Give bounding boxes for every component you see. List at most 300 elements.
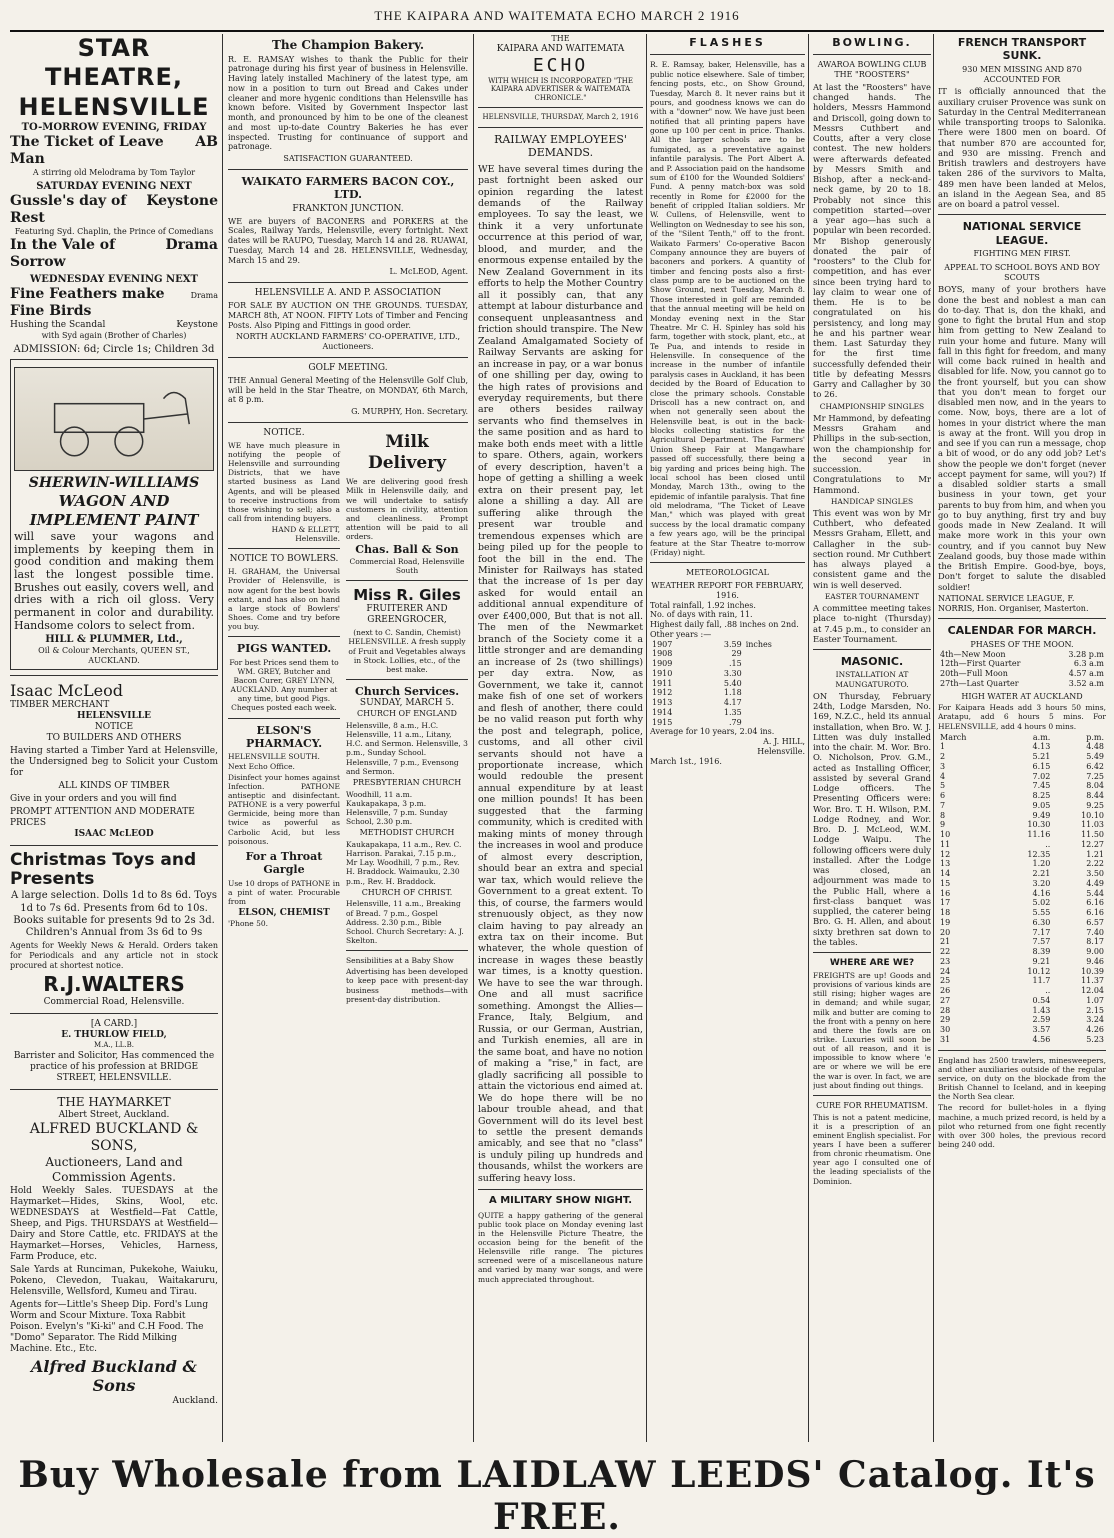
rain-row	[650, 669, 805, 679]
ap-title: HELENSVILLE A. AND P. ASSOCIATION	[254, 288, 442, 299]
theatre-tomorrow: TO-MORROW EVENING, FRIDAY	[21, 121, 207, 133]
tide-am: 2.59	[1032, 1015, 1051, 1025]
divider	[938, 1050, 1106, 1051]
rainfall-table	[650, 640, 805, 728]
church-2-body: Woodhill, 11 a.m. Kaukapakapa, 3 p.m. Helensville, 7 p.m. Sunday School, 2.30 p.m.	[346, 789, 448, 827]
tide-pm: 8.17	[1086, 937, 1104, 947]
tide-day: 5	[940, 781, 946, 791]
paint-title: WAGON AND IMPLEMENT PAINT	[29, 492, 199, 529]
moon-phase: 4th—New Moon	[940, 649, 1006, 659]
tide-row	[938, 879, 1106, 889]
tide-pm: 5.44	[1086, 888, 1104, 898]
tide-am: 10.12	[1027, 966, 1051, 976]
tide-am: 3.57	[1032, 1025, 1051, 1035]
admission: ADMISSION: 6d; Circle 1s; Children 3d	[13, 344, 215, 356]
tide-row	[938, 937, 1106, 947]
masonic-subtitle: INSTALLATION AT MAUNGATUROTO.	[835, 670, 909, 689]
tide-day: 2	[940, 752, 946, 762]
rain-year: 1910	[652, 668, 673, 678]
trawlers-note: England has 2500 trawlers, minesweepers, and other auxiliaries outside of the regular service, on duty on the blockade from the British Channel to Iceland, and in keeping the North Sea clear.	[938, 1055, 1106, 1102]
tide-am: 4.13	[1032, 742, 1051, 752]
tide-header-row	[938, 733, 1106, 743]
tide-pm: 11.03	[1081, 820, 1104, 830]
moon-time: 6.3 a.m	[1073, 659, 1104, 669]
tide-day: 29	[940, 1015, 951, 1025]
rain-year: 1914	[652, 707, 673, 717]
tide-day: 22	[940, 947, 951, 957]
giles-body: (next to C. Sandin, Chemist) HELENSVILLE. A fresh supply of Fruit and Vegetables always in Stock. Lollies, etc., of the best make.	[348, 628, 466, 674]
rain-unit: inches	[745, 639, 772, 649]
nsl-subtitle: FIGHTING MEN FIRST.	[973, 249, 1071, 259]
rain-row	[650, 708, 805, 718]
tide-header: March	[940, 732, 967, 742]
throat-body: Use 10 drops of PATHONE in a pint of water. Procurable from	[228, 878, 340, 906]
bowling-easter-title: EASTER TOURNAMENT	[824, 591, 920, 601]
tide-day: 30	[940, 1025, 951, 1035]
divider	[228, 357, 468, 358]
paper-the: THE	[551, 34, 570, 43]
rain-unit	[744, 688, 805, 698]
column-divider	[473, 34, 474, 1442]
met-headline: METEOROLOGICAL	[686, 568, 769, 578]
film-2	[10, 193, 218, 227]
tide-day: 13	[940, 859, 951, 869]
film-2-title: Gussle's day of Rest	[10, 193, 127, 227]
film-3-title: In the Vale of Sorrow	[10, 236, 116, 271]
tide-pm: 2.22	[1086, 859, 1104, 869]
tide-am: 9.21	[1032, 956, 1051, 966]
bowling-handicap-title: HANDICAP SINGLES	[830, 496, 914, 506]
rain-row	[650, 679, 805, 689]
rain-value: 5.40	[723, 678, 742, 688]
notice-signature: HAND & ELLETT, Helensville.	[271, 525, 340, 544]
divider	[228, 636, 340, 637]
tide-pm: 5.23	[1086, 1034, 1104, 1044]
film-1-tag: AB	[195, 133, 218, 150]
film-1-sub: A stirring old Melodrama by Tom Taylor	[32, 168, 196, 178]
rain-year: 1907	[652, 639, 673, 649]
nsl-headline: NATIONAL SERVICE LEAGUE.	[962, 220, 1082, 247]
moon-phase: 20th—Full Moon	[940, 669, 1008, 679]
theatre-saturday: SATURDAY EVENING NEXT	[36, 180, 192, 192]
divider	[813, 649, 931, 650]
field-degree: M.A., LL.B.	[93, 1040, 134, 1049]
tide-pm: 8.44	[1086, 791, 1104, 801]
tide-row	[938, 742, 1106, 752]
tide-pm: 4.49	[1086, 878, 1104, 888]
met-average: Average for 10 years, 2.04 ins.	[650, 727, 775, 737]
tide-am: 4.56	[1032, 1034, 1051, 1044]
tide-row	[938, 840, 1106, 850]
pigs-title: PIGS WANTED.	[236, 642, 332, 656]
tide-row	[938, 811, 1106, 821]
met-date: March 1st., 1916.	[650, 756, 722, 766]
tide-row	[938, 1025, 1106, 1035]
film-5-sub: with Syd again (Brother of Charles)	[41, 331, 187, 341]
tide-row	[938, 859, 1106, 869]
rain-row	[650, 718, 805, 728]
tide-row	[938, 850, 1106, 860]
baby-show: Sensibilities at a Baby Show	[346, 956, 454, 966]
tide-am: 5.21	[1032, 752, 1051, 762]
milk-address: Commercial Road, Helensville South	[349, 556, 465, 575]
masthead: THE KAIPARA AND WAITEMATA ECHO MARCH 2 1916	[374, 8, 740, 23]
met-title: WEATHER REPORT FOR FEBRUARY, 1916.	[651, 581, 804, 600]
column-divider	[222, 34, 223, 1442]
masthead-rule	[10, 30, 1104, 32]
column-2-right	[346, 428, 468, 1006]
film-2-tag: Keystone	[146, 193, 218, 210]
tide-day: 31	[940, 1034, 951, 1044]
high-water-note: For Kaipara Heads add 3 hours 50 mins, Aratapu, add 6 hours 5 mins. For HELENSVILLE, add 4 hours 0 mins.	[938, 703, 1106, 731]
where-body: FREIGHTS are up! Goods and provisions of various kinds are still rising; higher wages are in demand; and while sugar, milk and butter are coming to the front with a penny on here and there the fowls are on strike. Luxuries will soon be out of all reason, and it is impossible to know where 'e are or where we will be ere the war is over. In fact, we are just about finding out things.	[813, 970, 931, 1090]
tide-pm: 6.16	[1086, 898, 1104, 908]
tide-am: 9.49	[1032, 810, 1051, 820]
rain-unit	[744, 698, 805, 708]
tide-am: 7.02	[1032, 771, 1051, 781]
tide-pm: 9.25	[1086, 800, 1104, 810]
tide-am: ..	[1045, 986, 1051, 996]
bowling-roosters: THE "ROOSTERS"	[834, 70, 910, 80]
mcleod-trade: TIMBER MERCHANT	[10, 700, 110, 711]
haymarket-address: Albert Street, Auckland.	[58, 1109, 170, 1120]
divider	[478, 127, 643, 128]
buckland-signature: Alfred Buckland & Sons	[30, 1356, 197, 1396]
tide-row	[938, 947, 1106, 957]
bowling-champ-body: Mr Hammond, by defeating Messrs Graham and Phillips in the sub-section, won the championship for the second year in succession. Congratulations to Mr Hammond.	[813, 412, 931, 495]
paint-advert	[10, 359, 218, 669]
film-4-title: Fine Feathers make Fine Birds	[10, 286, 165, 320]
film-2-sub: Featuring Syd. Chaplin, the Prince of Comedians	[14, 227, 214, 237]
buckland-agents: Agents for—Little's Sheep Dip. Ford's Lung Worm and Scour Mixture. Toxa Rabbit Poison. Evelyn's "Ki-ki" and C.H Food. The "Domo" Separator. The Ridd Milking Machine. Etc., Etc.	[10, 1299, 209, 1354]
divider	[346, 950, 468, 951]
church-4-title: CHURCH OF CHRIST.	[361, 887, 453, 897]
divider	[228, 282, 468, 283]
paint-seller: HILL & PLUMMER, Ltd.,	[45, 634, 183, 646]
mcleod-town: HELENSVILLE	[77, 711, 151, 722]
tide-row	[938, 1035, 1106, 1045]
buckland-subtitle: Auctioneers, Land and Commission Agents.	[45, 1154, 183, 1184]
paint-address: Oil & Colour Merchants, QUEEN ST., AUCKLAND.	[38, 646, 190, 666]
xmas-body: A large selection. Dolls 1d to 8s 6d. Toys 1d to 7s 6d. Presents from 6d to 10s. Books suitable for presents 9d to 2s 3d. Children's Annual from 3s 6d to 9s	[10, 890, 218, 938]
divider	[346, 679, 468, 680]
church-3-title: METHODIST CHURCH	[359, 828, 455, 838]
buckland-town: Auckland.	[172, 1395, 218, 1406]
tide-day: 21	[940, 937, 951, 947]
bowling-body: At last the "Roosters" have changed hands. The holders, Messrs Hammond and Driscoll, going down to Messrs Cuthbert and Coutts, after a very close contest. The new holders were afterwards defeated by Messrs Smith and Bishop, after a neck-and-neck game, by 20 to 18. Probably not since this competition started—over a year ago—has such a popular win been recorded. Mr Bishop generously donated the pair of "roosters" to the Club for competition, and has ever since been trying hard to lay claim to wear one of them. He is to be congratulated on his persistency, and long may he and his partner wear them. Last Saturday they for the first time successfully defended their title by defeating Messrs Garry and Callagher by 30 to 26.	[813, 81, 931, 400]
tide-day: 15	[940, 878, 951, 888]
film-3	[10, 237, 218, 271]
church-title: Church Services.	[354, 684, 460, 698]
rain-year: 1908	[652, 649, 673, 659]
mcleod-to: TO BUILDERS AND OTHERS	[46, 733, 182, 744]
rain-value: 1.18	[723, 688, 742, 698]
tide-pm: 6.16	[1086, 908, 1104, 918]
card-label: [A CARD.]	[90, 1018, 138, 1029]
rain-value: 3.30	[723, 668, 742, 678]
tide-day: 1	[940, 742, 946, 752]
rain-row	[650, 649, 805, 659]
tide-am: 11.16	[1027, 830, 1051, 840]
film-5-title: Hushing the Scandal	[10, 320, 106, 331]
rain-unit	[744, 649, 805, 659]
tide-am: 5.55	[1032, 908, 1051, 918]
mcleod-body: Having started a Timber Yard at Helensville, the Undersigned beg to Solicit your Custom for	[10, 746, 218, 779]
advertising-note: Advertising has been developed to keep pace with present-day business methods—with present-day distribution.	[346, 967, 468, 1004]
buckland-sales: Sale Yards at Runciman, Pukekohe, Waiuku, Pokeno, Clevedon, Tuakau, Waitakaruru, Helensville, Wellsford, Kumeu and Tirau.	[10, 1264, 218, 1297]
tide-am: 8.25	[1032, 791, 1051, 801]
tide-row	[938, 957, 1106, 967]
rain-value: 3.59	[723, 639, 742, 649]
tide-header: a.m.	[1032, 732, 1051, 742]
rain-unit	[744, 679, 805, 689]
rain-row	[650, 659, 805, 669]
bowling-handicap-body: This event was won by Mr Cuthbert, who defeated Messrs Graham, Ellett, and Callagher in the sub-section round. Mr Cuthbert has always played a consistent game and the win is well deserved.	[813, 507, 931, 590]
tide-day: 14	[940, 869, 951, 879]
appeal-title: APPEAL TO SCHOOL BOYS AND BOY SCOUTS	[944, 262, 1100, 282]
tide-row	[938, 869, 1106, 879]
mcleod-notice: NOTICE	[94, 722, 134, 733]
tide-day: 11	[940, 839, 951, 849]
masonic-body: ON Thursday, February 24th, Lodge Marsden, No. 169, N.Z.C., held its annual installation, when Bro. W. J. Litten was duly installed into the chair. M. Wor. Bro. O. Nicholson, Prov. G.M., acted as Installing Officer, assisted by several Grand Lodge officers. The Presenting Officers were: Wor. Bro. T. H. Wilson, P.M. Lodge Rodney, and Wor. Bro. D. J. McLeod, W.M. Lodge Waipu. The following officers were duly installed. After the Lodge was closed, an adjournment was made to the Public Hall, where a first-class banquet was supplied, the caterer being Bro. G. H. Allen, and about sixty brethren sat down to the tables.	[813, 690, 931, 947]
moon-time: 3.52 a.m	[1068, 678, 1104, 688]
mcleod-name: Isaac McLeod	[10, 680, 123, 700]
tide-row	[938, 889, 1106, 899]
tide-pm: 10.39	[1081, 966, 1104, 976]
moon-row	[938, 650, 1106, 660]
bowlers-title: NOTICE TO BOWLERS.	[229, 554, 339, 565]
divider	[813, 54, 931, 55]
walters-address: Commercial Road, Helensville.	[43, 996, 185, 1007]
tide-header: p.m.	[1086, 732, 1104, 742]
tide-pm: 6.57	[1086, 917, 1104, 927]
tide-pm: 3.50	[1086, 869, 1104, 879]
met-place: Helensville.	[757, 746, 805, 756]
tide-pm: 12.27	[1081, 839, 1104, 849]
bowling-club: AWAROA BOWLING CLUB	[817, 60, 927, 70]
column-6	[938, 34, 1106, 1442]
divider	[478, 1189, 643, 1190]
column-1	[10, 34, 218, 1442]
bowling-easter-body: A committee meeting takes place to-night (Thursday) at 7.45 p.m., to consider an Easter Tournament.	[813, 603, 931, 644]
tide-day: 8	[940, 810, 946, 820]
tide-row	[938, 908, 1106, 918]
wagon-illustration	[14, 367, 214, 471]
tide-pm: 8.04	[1086, 781, 1104, 791]
tide-pm: 9.00	[1086, 947, 1104, 957]
elson-phone: 'Phone 50.	[228, 918, 269, 928]
rain-value: 4.17	[723, 698, 742, 708]
tide-am: 6.30	[1032, 917, 1051, 927]
met-signature: A. J. HILL,	[763, 737, 805, 747]
moon-time: 3.28 p.m	[1068, 649, 1104, 659]
elson-body: Disinfect your homes against Infection. PATHONE antiseptic and disinfectant. PATHONE is a very powerful Germicide, being more than twice as powerful as Carbolic Acid, but less poisonous.	[228, 772, 340, 846]
paper-subtitle: WITH WHICH IS INCORPORATED "THE KAIPARA ADVERTISER & WAITEMATA CHRONICLE."	[488, 76, 633, 102]
divider	[938, 214, 1106, 215]
milk-signature: Chas. Ball & Son	[355, 543, 459, 557]
tide-am: 1.20	[1032, 859, 1051, 869]
divider	[813, 952, 931, 953]
mcleod-orders: Give in your orders and you will find	[10, 794, 177, 805]
tide-row	[938, 801, 1106, 811]
divider	[228, 169, 468, 170]
divider	[10, 675, 218, 676]
tide-pm: 3.24	[1086, 1015, 1104, 1025]
divider	[650, 54, 805, 55]
tide-row	[938, 928, 1106, 938]
golf-body: THE Annual General Meeting of the Helensville Golf Club, will be held in the Star Theatre, on MONDAY, 6th March, at 8 p.m.	[228, 375, 468, 405]
transport-subtitle: 930 MEN MISSING AND 870 ACCOUNTED FOR	[962, 64, 1082, 84]
moon-phase: 12th—First Quarter	[940, 659, 1021, 669]
tide-day: 27	[940, 995, 951, 1005]
military-body: QUITE a happy gathering of the general public took place on Monday evening last in the Helensville Picture Theatre, the occasion being for the benefit of the Helensville rifle range. The pictures screened were of a miscellaneous nature and varied by many war songs, and were much appreciated throughout.	[478, 1210, 643, 1284]
giles-subtitle: FRUITERER AND GREENGROCER,	[366, 604, 448, 626]
bowling-champ-title: CHAMPIONSHIP SINGLES	[819, 401, 925, 411]
tide-day: 17	[940, 898, 951, 908]
film-1-title: The Ticket of Leave Man	[10, 133, 164, 168]
tide-pm: 1.21	[1086, 849, 1104, 859]
tide-day: 23	[940, 956, 951, 966]
masonic-headline: MASONIC.	[840, 655, 904, 669]
divider	[346, 580, 468, 581]
tide-row	[938, 918, 1106, 928]
tide-day: 24	[940, 966, 951, 976]
moon-phase: 27th—Last Quarter	[940, 678, 1019, 688]
tide-am: 5.02	[1032, 898, 1051, 908]
waikato-title: WAIKATO FARMERS BACON COY., LTD.	[241, 174, 455, 202]
buckland-title: ALFRED BUCKLAND & SONS,	[29, 1120, 199, 1154]
where-headline: WHERE ARE WE?	[829, 958, 915, 969]
pigs-body: For best Prices send them to WM. GREY, Butcher and Bacon Curer, GREY LYNN, AUCKLAND. Any number at any time, but good Pigs. Cheques posted each week.	[229, 657, 339, 713]
calendar-headline: CALENDAR FOR MARCH.	[947, 624, 1097, 638]
tide-day: 7	[940, 800, 946, 810]
film-3-tag: Drama	[165, 236, 218, 253]
tide-pm: 10.10	[1081, 810, 1104, 820]
tide-row	[938, 898, 1106, 908]
theatre-wednesday: WEDNESDAY EVENING NEXT	[29, 274, 198, 286]
tide-pm: 5.49	[1086, 752, 1104, 762]
tide-pm: 2.15	[1086, 1005, 1104, 1015]
church-1-body: Helensville, 8 a.m., H.C. Helensville, 11 a.m., Litany, H.C. and Sermon. Helensville, 3 p.m., Sunday School. Helensville, 7 p.m., Evensong and Sermon.	[346, 721, 468, 776]
tide-am: 10.30	[1027, 820, 1051, 830]
tide-am: 6.15	[1032, 761, 1051, 771]
rain-unit	[744, 669, 805, 679]
tide-pm: 1.07	[1086, 995, 1104, 1005]
film-5-tag: Keystone	[176, 320, 218, 331]
tide-am: 7.45	[1032, 781, 1051, 791]
milk-title: Milk Delivery	[367, 431, 446, 473]
tide-pm: 11.37	[1081, 976, 1104, 986]
moon-time: 4.57 a.m	[1068, 669, 1104, 679]
tide-pm: 4.26	[1086, 1025, 1104, 1035]
divider	[228, 718, 340, 719]
mcleod-kinds: ALL KINDS OF TIMBER	[58, 781, 170, 792]
tide-am: 8.39	[1032, 947, 1051, 957]
rain-value: .79	[728, 717, 742, 727]
rain-value: .15	[728, 659, 742, 669]
rain-year: 1912	[652, 688, 673, 698]
rain-unit	[744, 659, 805, 669]
rheumatism-body: This is not a patent medicine, it is a prescription of an eminent English specialist. For years I have been a sufferer from chronic rheumatism. One year ago I consulted one of the leading specialists of the Dominion.	[813, 1112, 931, 1186]
tide-row	[938, 791, 1106, 801]
laidlaw-leeds-banner: Buy Wholesale from LAIDLAW LEEDS' Catalog. It's FREE.	[18, 1454, 1096, 1538]
moon-row	[938, 669, 1106, 679]
church-4-body: Helensville, 11 a.m., Breaking of Bread. 7 p.m., Gospel Address. 2.30 p.m., Bible School. Church Secretary: A. J. Skelton.	[346, 899, 464, 945]
tide-pm: 4.48	[1086, 742, 1104, 752]
elson-chemist: ELSON, CHEMIST	[238, 908, 330, 919]
rain-year: 1911	[652, 678, 673, 688]
military-headline: A MILITARY SHOW NIGHT.	[489, 1195, 632, 1207]
tide-am: 3.20	[1032, 878, 1051, 888]
tide-am: 11.7	[1032, 976, 1051, 986]
tide-day: 18	[940, 908, 951, 918]
field-name: E. THURLOW FIELD,	[61, 1029, 167, 1040]
met-total: Total rainfall, 1.92 inches.	[650, 600, 756, 610]
record-note: The record for bullet-holes in a flying machine, a much prized record, is held by a pilot who returned from one fight recently with over 300 holes, the previous record being 240 odd.	[938, 1103, 1106, 1149]
tide-day: 10	[940, 830, 951, 840]
church-1-title: CHURCH OF ENGLAND	[357, 709, 457, 719]
divider	[228, 548, 340, 549]
tide-am: 7.57	[1032, 937, 1051, 947]
rain-value: 29	[731, 649, 742, 659]
field-body: Barrister and Solicitor, Has commenced the practice of his profession at BRIDGE STREET, HELENSVILLE.	[13, 1051, 215, 1084]
waikato-location: FRANKTON JUNCTION.	[292, 203, 404, 214]
bowling-headline: BOWLING.	[832, 36, 912, 49]
wagon-icon	[15, 368, 213, 470]
dateline: HELENSVILLE, THURSDAY, March 2, 1916	[482, 113, 639, 122]
tide-day: 28	[940, 1005, 951, 1015]
rain-row	[650, 640, 805, 650]
column-divider	[808, 34, 809, 1442]
tide-row	[938, 976, 1106, 986]
tide-day: 3	[940, 761, 946, 771]
column-divider	[933, 34, 934, 1442]
paper-echo: ECHO	[532, 54, 589, 76]
tide-pm: 12.04	[1081, 986, 1104, 996]
elson-title: ELSON'S PHARMACY.	[245, 723, 323, 750]
rain-unit	[744, 708, 805, 718]
column-divider	[646, 34, 647, 1442]
moon-phases-title: PHASES OF THE MOON.	[970, 639, 1074, 649]
tide-am: 7.17	[1032, 927, 1051, 937]
moon-row	[938, 659, 1106, 669]
waikato-body: WE are buyers of BACONERS and PORKERS at the Scales, Railway Yards, Helensville, every fortnight. Next dates will be RAUPO, Tuesday, March 14 and 28. RUAWAI, Tuesday, March 14 and 28. HELENSVILLE, Wednesday, March 15 and 29.	[228, 216, 468, 265]
tide-day: 9	[940, 820, 946, 830]
rheumatism-headline: CURE FOR RHEUMATISM.	[816, 1100, 928, 1110]
rain-year: 1909	[652, 659, 673, 669]
bowlers-body: H. GRAHAM, the Universal Provider of Helensville, is now agent for the best bowls extant, and has also on hand a large stock of Bowlers' Shoes. Come and try before you buy.	[228, 567, 340, 632]
church-3-body: Kaukapakapa, 11 a.m., Rev. C. Harrison. Parakai, 7.15 p.m., Mr Lay. Woodhill, 7 p.m., Rev. H. Braddock. Waimauku, 2.30 p.m., Rev. H. Braddock.	[346, 839, 462, 886]
flashes-body: R. E. Ramsay, baker, Helensville, has a public notice elsewhere. Sale of timber, fencing posts, etc., on Show Ground, Tuesday, March 8. It never rains but it pours, and goodness knows we can do with a "downer" now. We have just been notified that all printing papers have gone up 100 per cent in price. Thanks. All the larger schools are to be fumigated, as a preventative against infantile paralysis. The Port Albert A. and P. Association paid on the handsome sum of £100 for the Wounded Soldiers' Fund. A penny match-box was sold recently in Rome for £2000 for the benefit of crippled Italian soldiers. Mr W. Cullens, of Helensville, went to Wellington on Wednesday to see his son, of the "Silent Tenth," off to the front. Waikato Farmers' Co-operative Bacon Company announce they are buyers of baconers and porkers. A quantity of timber and fencing posts also a first-class pump are to be auctioned on the Show Ground, next Tuesday, March 8. Those interested in golf are reminded that the annual meeting will be held on Monday evening next in the Star Theatre. Mr C. H. Spinley has sold his farm, together with stock, plant, etc., at Te Pua, and intends to reside in Helensville. In consequence of the increase in the number of infantile paralysis cases in Auckland, it has been decided by the Board of Education to close the primary schools. Constable Driscoll has a new contract on, and when not generally seen about the Helensville beat, is out in the back-blocks collecting statistics for the Agricultural Department. The Farmers' Union Sheep Fair at Mangawhare passed off successfully, there being a big yarding and prices being high. The local school has been closed until Monday, March 13th., owing to the epidemic of infantile paralysis. That fine old melodrama, "The Ticket of Leave Man," which was played with great success by the local dramatic company a few years ago, will be the principal feature at the Star Theatre to-morrow (Friday) night.	[650, 60, 805, 557]
milk-body: We are delivering good fresh Milk in Helensville daily, and we will undertake to satisfy customers in civility, attention and cleanliness. Prompt attention will be paid to all orders.	[346, 477, 468, 542]
ap-signature: NORTH AUCKLAND FARMERS' CO-OPERATIVE, LTD., Auctioneers.	[235, 332, 461, 352]
tide-row	[938, 996, 1106, 1006]
flashes-headline: FLASHES	[689, 36, 766, 49]
rain-year: 1915	[652, 717, 673, 727]
column-2	[228, 34, 468, 1442]
tide-am: 0.54	[1032, 995, 1051, 1005]
rain-row	[650, 688, 805, 698]
met-days: No. of days with rain, 11.	[650, 610, 753, 620]
rain-year: 1913	[652, 698, 673, 708]
moon-row	[938, 679, 1106, 689]
tide-am: 9.05	[1032, 800, 1051, 810]
film-5	[10, 320, 218, 331]
golf-signature: G. MURPHY, Hon. Secretary.	[351, 407, 468, 417]
tide-row	[938, 772, 1106, 782]
tide-table	[938, 733, 1106, 1045]
ap-body: FOR SALE BY AUCTION ON THE GROUNDS. TUESDAY, MARCH 8th, AT NOON. FIFTY Lots of Timber and Fencing Posts. Also Piping and Fittings in good order.	[228, 301, 468, 330]
